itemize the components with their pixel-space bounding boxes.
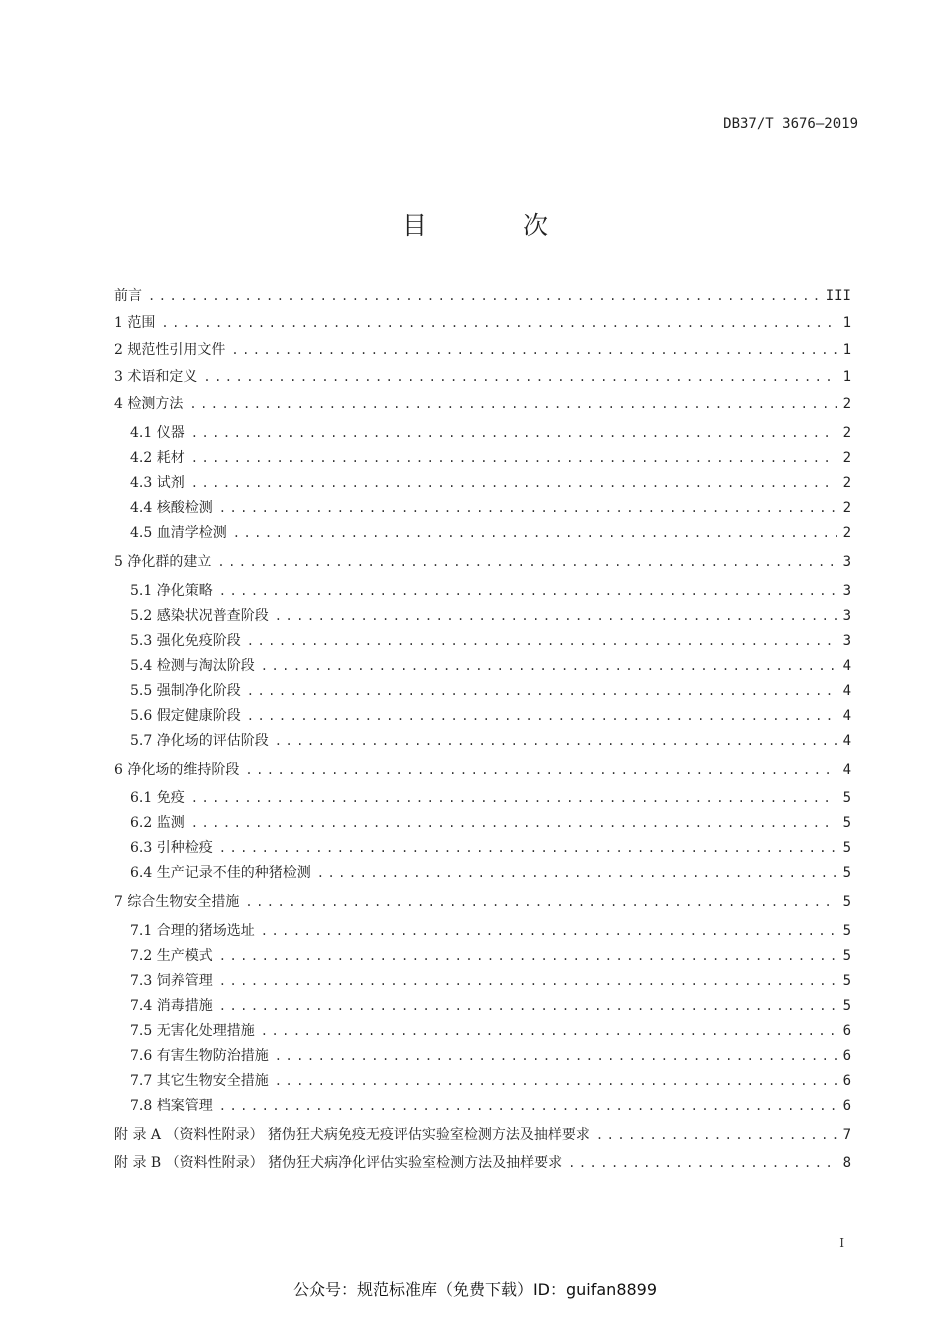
toc-entry-label: 1 范围 (114, 315, 156, 331)
toc-entry[interactable] (130, 581, 851, 601)
toc-entry-label: 5.6 假定健康阶段 (130, 708, 241, 724)
toc-leader-dots (596, 1125, 837, 1145)
toc-entry-label: 5.7 净化场的评估阶段 (130, 733, 269, 749)
toc-entry-page: 4 (842, 708, 851, 724)
toc-entry-label: 7.2 生产模式 (130, 948, 213, 964)
toc-entry-page: 5 (842, 948, 851, 964)
toc-leader-dots (219, 838, 837, 858)
toc-entry-label: 附 录 A （资料性附录） 猪伪狂犬病免疫无疫评估实验室检测方法及抽样要求 (114, 1127, 590, 1143)
toc-entry[interactable] (130, 1046, 851, 1066)
toc-entry-page: 5 (842, 998, 851, 1014)
toc-leader-dots (247, 681, 837, 701)
toc-entry[interactable] (114, 286, 851, 306)
toc-entry[interactable] (130, 788, 851, 808)
toc-entry-page: 4 (842, 733, 851, 749)
toc-entry-page: 5 (842, 815, 851, 831)
toc-leader-dots (275, 606, 837, 626)
toc-entry-label: 5.1 净化策略 (130, 583, 213, 599)
toc-entry[interactable] (114, 394, 851, 414)
toc-leader-dots (245, 892, 836, 912)
toc-entry[interactable] (130, 1096, 851, 1116)
toc-entry[interactable] (114, 1125, 851, 1145)
toc-entry-page: 1 (842, 342, 851, 358)
toc-entry[interactable] (114, 760, 851, 780)
toc-entry-label: 6.2 监测 (130, 815, 185, 831)
toc-leader-dots (317, 863, 837, 883)
toc-entry[interactable] (130, 448, 851, 468)
toc-entry-page: 3 (842, 583, 851, 599)
toc-entry[interactable] (114, 552, 851, 572)
toc-entry-page: 4 (842, 762, 851, 778)
toc-entry-page: 3 (842, 554, 851, 570)
toc-entry-page: 2 (842, 525, 851, 541)
toc-entry-page: 6 (842, 1098, 851, 1114)
toc-entry-page: 2 (842, 450, 851, 466)
toc-leader-dots (219, 996, 837, 1016)
toc-leader-dots (189, 394, 836, 414)
footer-note: 公众号：规范标准库（免费下载）ID：guifan8899 (292, 1280, 658, 1299)
toc-entry-label: 6.4 生产记录不佳的种猪检测 (130, 865, 311, 881)
toc-entry[interactable] (114, 1153, 851, 1173)
toc-entry-label: 4.5 血清学检测 (130, 525, 227, 541)
toc-entry-label: 附 录 B （资料性附录） 猪伪狂犬病净化评估实验室检测方法及抽样要求 (114, 1155, 563, 1171)
toc-leader-dots (191, 473, 837, 493)
toc-leader-dots (261, 1021, 837, 1041)
toc-leader-dots (191, 448, 837, 468)
toc-entry[interactable] (130, 523, 851, 543)
toc-entry-page: 6 (842, 1048, 851, 1064)
toc-entry-label: 7.7 其它生物安全措施 (130, 1073, 269, 1089)
toc-entry-label: 6.3 引种检疫 (130, 840, 213, 856)
toc-leader-dots (231, 340, 836, 360)
toc-entry-page: 6 (842, 1023, 851, 1039)
toc-leader-dots (275, 1071, 837, 1091)
page-title: 目 次 (402, 211, 592, 240)
toc-leader-dots (247, 706, 837, 726)
toc-leader-dots (191, 423, 837, 443)
toc-entry[interactable] (130, 813, 851, 833)
toc-entry-page: 3 (842, 608, 851, 624)
page-number: I (839, 1236, 844, 1250)
toc-entry[interactable] (130, 1071, 851, 1091)
toc-entry-page: 5 (842, 894, 851, 910)
toc-entry-label: 7.3 饲养管理 (130, 973, 213, 989)
toc-entry-label: 5.3 强化免疫阶段 (130, 633, 241, 649)
toc-entry[interactable] (130, 473, 851, 493)
toc-leader-dots (191, 788, 837, 808)
toc-leader-dots (191, 813, 837, 833)
toc-entry-label: 5.2 感染状况普查阶段 (130, 608, 269, 624)
toc-entry-label: 3 术语和定义 (114, 369, 198, 385)
toc-leader-dots (203, 367, 836, 387)
toc-entry[interactable] (130, 423, 851, 443)
document-id: DB37/T 3676—2019 (723, 116, 858, 132)
toc-leader-dots (219, 581, 837, 601)
toc-entry-page: 8 (842, 1155, 851, 1171)
toc-leader-dots (233, 523, 837, 543)
toc-entry-page: 5 (842, 790, 851, 806)
toc-entry[interactable] (130, 946, 851, 966)
toc-entry[interactable] (130, 706, 851, 726)
toc-leader-dots (275, 1046, 837, 1066)
toc-entry-label: 6 净化场的维持阶段 (114, 762, 240, 778)
toc-entry[interactable] (130, 498, 851, 518)
toc-entry-page: 1 (842, 369, 851, 385)
toc-entry-label: 4.4 核酸检测 (130, 500, 213, 516)
toc-entry[interactable] (130, 921, 851, 941)
toc-entry-label: 7.1 合理的猪场选址 (130, 923, 255, 939)
toc-entry-page: III (825, 288, 851, 304)
toc-entry-page: 2 (842, 396, 851, 412)
toc-entry-label: 4.2 耗材 (130, 450, 185, 466)
toc-entry-page: 5 (842, 923, 851, 939)
toc-entry[interactable] (130, 1021, 851, 1041)
toc-leader-dots (247, 631, 837, 651)
toc-entry-page: 2 (842, 475, 851, 491)
toc-entry-page: 2 (842, 425, 851, 441)
toc-entry-page: 4 (842, 658, 851, 674)
toc-entry-label: 7.5 无害化处理措施 (130, 1023, 255, 1039)
toc-entry-label: 2 规范性引用文件 (114, 342, 226, 358)
toc-entry-label: 4.1 仪器 (130, 425, 185, 441)
toc-entry-page: 5 (842, 973, 851, 989)
toc-entry-page: 4 (842, 683, 851, 699)
toc-entry-page: 7 (842, 1127, 851, 1143)
toc-leader-dots (568, 1153, 836, 1173)
toc-entry-label: 7.6 有害生物防治措施 (130, 1048, 269, 1064)
toc-leader-dots (261, 921, 837, 941)
toc-entry[interactable] (130, 996, 851, 1016)
toc-entry[interactable] (114, 313, 851, 333)
toc-leader-dots (161, 313, 836, 333)
toc-leader-dots (217, 552, 836, 572)
toc-entry-label: 5.5 强制净化阶段 (130, 683, 241, 699)
toc-entry[interactable] (114, 367, 851, 387)
toc-leader-dots (275, 731, 837, 751)
toc-entry[interactable] (114, 340, 851, 360)
toc-entry[interactable] (114, 892, 851, 912)
toc-entry-page: 6 (842, 1073, 851, 1089)
toc-leader-dots (148, 286, 820, 306)
toc-entry-label: 前言 (114, 288, 142, 304)
toc-entry[interactable] (130, 971, 851, 991)
toc-entry-label: 4.3 试剂 (130, 475, 185, 491)
toc-entry-page: 3 (842, 633, 851, 649)
toc-entry[interactable] (130, 863, 851, 883)
toc-entry-page: 1 (842, 315, 851, 331)
toc-entry-label: 7.4 消毒措施 (130, 998, 213, 1014)
toc-entry-label: 7 综合生物安全措施 (114, 894, 240, 910)
toc-entry-page: 5 (842, 865, 851, 881)
toc-entry-page: 5 (842, 840, 851, 856)
toc-entry-label: 5 净化群的建立 (114, 554, 212, 570)
toc-entry-label: 5.4 检测与淘汰阶段 (130, 658, 255, 674)
toc-entry-label: 7.8 档案管理 (130, 1098, 213, 1114)
toc-entry[interactable] (130, 631, 851, 651)
toc-leader-dots (261, 656, 837, 676)
toc-entry[interactable] (130, 731, 851, 751)
toc-entry-page: 2 (842, 500, 851, 516)
toc-entry[interactable] (130, 681, 851, 701)
toc-leader-dots (219, 946, 837, 966)
toc-entry[interactable] (130, 838, 851, 858)
toc-entry[interactable] (130, 656, 851, 676)
toc-leader-dots (219, 971, 837, 991)
toc-entry-label: 4 检测方法 (114, 396, 184, 412)
toc-leader-dots (219, 1096, 837, 1116)
toc-leader-dots (219, 498, 837, 518)
toc-leader-dots (245, 760, 836, 780)
toc-entry[interactable] (130, 606, 851, 626)
toc-entry-label: 6.1 免疫 (130, 790, 185, 806)
